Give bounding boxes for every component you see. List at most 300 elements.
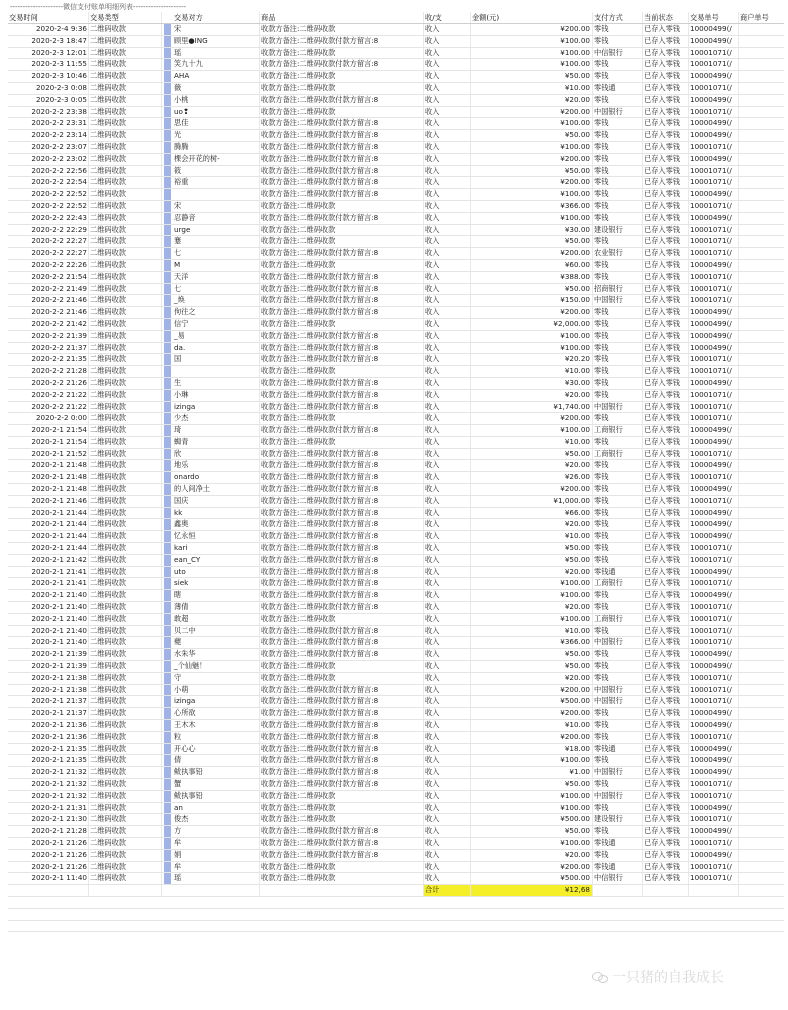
cell-payment-method: 零钱 [593,378,643,389]
counterparty-text: 筱 [174,165,182,175]
cell-status: 已存入零钱 [643,661,689,672]
cell-payment-method: 零钱 [593,543,643,554]
cell-payment-method: 零钱 [593,472,643,483]
cell-amount: ¥200.00 [471,24,593,35]
cell-payment-method: 零钱 [593,602,643,613]
cell-amount: ¥1,000.00 [471,496,593,507]
cell-type: 二维码收款 [89,767,162,778]
cell-counterparty [162,24,260,35]
cell-status: 已存入零钱 [643,343,689,354]
cell-time: 2020-2-1 21:42 [8,555,89,566]
counterparty-text: 思佳 [174,118,189,128]
table-row [8,508,784,520]
redaction-mark [164,814,171,825]
cell-time: 2020-2-2 21:22 [8,402,89,413]
cell-status: 已存入零钱 [643,236,689,247]
cell-transaction-no: 10001071(/ [689,284,739,295]
cell-status: 已存入零钱 [643,567,689,578]
cell-time: 2020-2-1 21:41 [8,578,89,589]
table-row [8,614,784,626]
cell-direction: 收入 [424,755,471,766]
table-row [8,472,784,484]
counterparty-text: kari [174,543,188,553]
table-row [8,390,784,402]
cell [689,885,739,896]
cell-time: 2020-2-2 22:54 [8,177,89,188]
counterparty-text: 顾里●ING [174,35,208,45]
cell-payment-method: 零钱 [593,390,643,401]
cell-merchant-no [739,614,784,625]
redaction-mark [164,602,171,613]
counterparty-text: 生 [174,377,182,387]
counterparty-text: izinga [174,401,196,411]
watermark [592,967,724,987]
cell-direction: 收入 [424,850,471,861]
cell-transaction-no: 10000499(/ [689,708,739,719]
cell-goods: 收款方备注:二维码收款付款方留言:8 [260,472,424,483]
cell-type: 二维码收款 [89,637,162,648]
cell-counterparty [162,555,260,566]
cell-direction: 收入 [424,154,471,165]
table-row [8,484,784,496]
counterparty-text: 鲅执事铅 [174,790,203,800]
cell-direction: 收入 [424,354,471,365]
cell-counterparty [162,649,260,660]
table-row [8,838,784,850]
cell-merchant-no [739,460,784,471]
cell-goods: 收款方备注:二维码收款付款方留言:8 [260,36,424,47]
counterparty-text: 裕重 [174,177,189,187]
table-row [8,260,784,272]
cell-time: 2020-2-1 21:44 [8,531,89,542]
counterparty-text: 俊杰 [174,814,189,824]
cell-transaction-no: 10000499(/ [689,720,739,731]
cell-transaction-no: 10000499(/ [689,154,739,165]
cell-payment-method: 零钱 [593,71,643,82]
column-header: 金额(元) [471,12,593,23]
cell-type: 二维码收款 [89,673,162,684]
cell-merchant-no [739,472,784,483]
cell-goods: 收款方备注:二维码收款付款方留言:8 [260,390,424,401]
cell-goods: 收款方备注:二维码收款付款方留言:8 [260,402,424,413]
cell-goods: 收款方备注:二维码收款 [260,236,424,247]
cell-direction: 收入 [424,425,471,436]
cell-counterparty [162,319,260,330]
cell-goods: 收款方备注:二维码收款 [260,413,424,424]
cell-time: 2020-2-1 21:32 [8,767,89,778]
counterparty-text: _个仙魅！ [174,661,207,671]
cell-transaction-no: 10000499(/ [689,437,739,448]
cell-payment-method: 零钱 [593,236,643,247]
cell-direction: 收入 [424,590,471,601]
cell-direction: 收入 [424,59,471,70]
cell-status: 已存入零钱 [643,496,689,507]
redaction-mark [164,36,171,47]
cell-goods: 收款方备注:二维码收款 [260,366,424,377]
counterparty-text: 鑫奥 [174,519,189,529]
cell-type: 二维码收款 [89,142,162,153]
cell-merchant-no [739,189,784,200]
cell-time: 2020-2-2 21:28 [8,366,89,377]
table-row [8,24,784,36]
cell-payment-method: 零钱 [593,24,643,35]
cell-status: 已存入零钱 [643,732,689,743]
counterparty-text: 宋 [174,200,182,210]
cell-direction: 收入 [424,83,471,94]
cell-goods: 收款方备注:二维码收款付款方留言:8 [260,354,424,365]
cell-status: 已存入零钱 [643,319,689,330]
table-row [8,803,784,815]
cell-status: 已存入零钱 [643,649,689,660]
cell-transaction-no: 10000499(/ [689,307,739,318]
cell-direction: 收入 [424,319,471,330]
cell-time: 2020-2-1 21:38 [8,673,89,684]
cell-goods: 收款方备注:二维码收款 [260,24,424,35]
cell-type: 二维码收款 [89,567,162,578]
cell-amount: ¥10.00 [471,626,593,637]
cell-transaction-no: 10000499(/ [689,744,739,755]
cell-time: 2020-2-1 21:28 [8,826,89,837]
cell-amount: ¥10.00 [471,531,593,542]
cell-time: 2020-2-1 21:26 [8,850,89,861]
total-amount: ¥12,68 [471,885,593,896]
cell-merchant-no [739,130,784,141]
cell-payment-method: 零钱 [593,260,643,271]
cell-merchant-no [739,284,784,295]
cell-payment-method: 中国银行 [593,696,643,707]
cell-direction: 收入 [424,484,471,495]
cell-payment-method: 中信银行 [593,48,643,59]
redaction-mark [164,873,171,884]
cell-type: 二维码收款 [89,850,162,861]
counterparty-text: 欣 [174,448,182,458]
cell-merchant-no [739,590,784,601]
cell-direction: 收入 [424,248,471,259]
cell-merchant-no [739,484,784,495]
cell-time: 2020-2-1 21:54 [8,425,89,436]
cell-type: 二维码收款 [89,295,162,306]
cell-payment-method: 中国银行 [593,295,643,306]
table-row [8,862,784,874]
cell-time: 2020-2-4 9:36 [8,24,89,35]
cell-goods: 收款方备注:二维码收款付款方留言:8 [260,213,424,224]
cell-goods: 收款方备注:二维码收款 [260,614,424,625]
cell-merchant-no [739,437,784,448]
cell-status: 已存入零钱 [643,189,689,200]
column-header: 交易单号 [689,12,739,23]
cell-amount: ¥100.00 [471,425,593,436]
redaction-mark [164,637,171,648]
table-row [8,118,784,130]
cell-payment-method: 零钱 [593,590,643,601]
cell-payment-method: 零钱 [593,720,643,731]
cell-amount: ¥26.00 [471,472,593,483]
cell-time: 2020-2-1 21:39 [8,661,89,672]
cell-payment-method: 零钱 [593,826,643,837]
cell-counterparty [162,71,260,82]
table-row [8,402,784,414]
redaction-mark [164,284,171,295]
cell-status: 已存入零钱 [643,708,689,719]
cell-transaction-no: 10001071(/ [689,791,739,802]
counterparty-text: 牟 [174,861,182,871]
redaction-mark [164,791,171,802]
cell-direction: 收入 [424,390,471,401]
redaction-mark [164,319,171,330]
counterparty-text: 夔 [174,637,182,647]
cell-payment-method: 零钱通 [593,567,643,578]
cell-payment-method: 零钱 [593,331,643,342]
spreadsheet [8,2,784,932]
cell-counterparty [162,284,260,295]
cell-direction: 收入 [424,696,471,707]
cell-transaction-no: 10000499(/ [689,319,739,330]
cell-payment-method: 零钱 [593,354,643,365]
table-row [8,649,784,661]
cell-direction: 收入 [424,449,471,460]
empty-row [8,897,784,909]
cell-transaction-no: 10000499(/ [689,130,739,141]
cell-goods: 收款方备注:二维码收款付款方留言:8 [260,720,424,731]
cell-payment-method: 零钱 [593,708,643,719]
cell-payment-method: 零钱 [593,755,643,766]
counterparty-text: urge [174,224,191,234]
cell-counterparty [162,862,260,873]
cell-transaction-no: 10001071(/ [689,543,739,554]
cell-merchant-no [739,732,784,743]
cell-goods: 收款方备注:二维码收款 [260,661,424,672]
counterparty-text: 瞎 [174,590,182,600]
cell-counterparty [162,460,260,471]
cell-merchant-no [739,755,784,766]
cell-goods: 收款方备注:二维码收款付款方留言:8 [260,744,424,755]
redaction-mark [164,673,171,684]
cell-status: 已存入零钱 [643,425,689,436]
cell-amount: ¥100.00 [471,331,593,342]
cell-goods: 收款方备注:二维码收款付款方留言:8 [260,590,424,601]
cell-goods: 收款方备注:二维码收款付款方留言:8 [260,755,424,766]
cell-transaction-no: 10000499(/ [689,343,739,354]
cell-direction: 收入 [424,201,471,212]
cell-merchant-no [739,567,784,578]
cell-time: 2020-2-2 23:07 [8,142,89,153]
redaction-mark [164,48,171,59]
cell-goods: 收款方备注:二维码收款 [260,862,424,873]
redaction-mark [164,166,171,177]
counterparty-text: AHA [174,71,190,81]
cell-counterparty [162,118,260,129]
table-row [8,166,784,178]
cell-status: 已存入零钱 [643,578,689,589]
cell-payment-method: 中国银行 [593,402,643,413]
watermark-text: 一只猪的自我成长 [612,970,724,986]
cell-direction: 收入 [424,637,471,648]
cell-payment-method: 中国银行 [593,791,643,802]
cell-goods: 收款方备注:二维码收款付款方留言:8 [260,578,424,589]
cell-direction: 收入 [424,626,471,637]
counterparty-text: 地乐 [174,460,189,470]
cell-transaction-no: 10001071(/ [689,496,739,507]
cell-counterparty [162,343,260,354]
cell-direction: 收入 [424,189,471,200]
cell-merchant-no [739,708,784,719]
cell-amount: ¥500.00 [471,814,593,825]
column-header: 商户单号 [740,13,769,22]
cell-payment-method: 零钱 [593,531,643,542]
counterparty-text: onardo [174,472,200,482]
counterparty-text: kk [174,507,183,517]
cell-status: 已存入零钱 [643,555,689,566]
cell-direction: 收入 [424,649,471,660]
redaction-mark [164,59,171,70]
cell-type: 二维码收款 [89,177,162,188]
cell-merchant-no [739,720,784,731]
cell-transaction-no: 10001071(/ [689,83,739,94]
table-row [8,578,784,590]
table-row [8,354,784,366]
cell-counterparty [162,767,260,778]
cell-transaction-no: 10000499(/ [689,649,739,660]
table-row [8,673,784,685]
table-row [8,48,784,60]
cell-amount: ¥388.00 [471,272,593,283]
cell-goods: 收款方备注:二维码收款付款方留言:8 [260,555,424,566]
cell-counterparty [162,814,260,825]
cell-direction: 收入 [424,295,471,306]
redaction-mark [164,543,171,554]
redaction-mark [164,437,171,448]
cell-status: 已存入零钱 [643,166,689,177]
table-row [8,307,784,319]
redaction-mark [164,354,171,365]
table-row [8,661,784,673]
cell-direction: 收入 [424,24,471,35]
cell-time: 2020-2-1 21:37 [8,696,89,707]
cell-status: 已存入零钱 [643,791,689,802]
cell-type: 二维码收款 [89,390,162,401]
cell-time: 2020-2-1 21:48 [8,484,89,495]
cell-counterparty [162,850,260,861]
cell-direction: 收入 [424,166,471,177]
empty-row [8,921,784,933]
cell-counterparty [162,272,260,283]
cell-type: 二维码收款 [89,614,162,625]
cell-counterparty [162,225,260,236]
counterparty-text: uto [174,566,186,576]
cell-merchant-no [739,236,784,247]
cell-payment-method: 零钱 [593,95,643,106]
cell-payment-method: 零钱 [593,661,643,672]
redaction-mark [164,838,171,849]
cell-goods: 收款方备注:二维码收款 [260,71,424,82]
cell-status: 已存入零钱 [643,850,689,861]
cell-counterparty [162,720,260,731]
cell-payment-method: 零钱 [593,319,643,330]
counterparty-text: 牟 [174,837,182,847]
cell-goods: 收款方备注:二维码收款付款方留言:8 [260,826,424,837]
cell-amount: ¥50.00 [471,166,593,177]
cell-merchant-no [739,826,784,837]
cell-amount: ¥20.00 [471,602,593,613]
cell-goods: 收款方备注:二维码收款 [260,48,424,59]
table-row [8,543,784,555]
cell-direction: 收入 [424,472,471,483]
cell-goods: 收款方备注:二维码收款 [260,814,424,825]
cell-goods: 收款方备注:二维码收款付款方留言:8 [260,519,424,530]
cell-transaction-no: 10001071(/ [689,390,739,401]
cell-counterparty [162,390,260,401]
cell-merchant-no [739,107,784,118]
table-row [8,602,784,614]
cell-merchant-no [739,272,784,283]
redaction-mark [164,425,171,436]
cell-transaction-no: 10001071(/ [689,626,739,637]
cell-status: 已存入零钱 [643,307,689,318]
cell-status: 已存入零钱 [643,767,689,778]
cell-goods: 收款方备注:二维码收款付款方留言:8 [260,708,424,719]
cell-transaction-no: 10001071(/ [689,236,739,247]
cell-goods: 收款方备注:二维码收款付款方留言:8 [260,531,424,542]
cell-goods: 收款方备注:二维码收款付款方留言:8 [260,543,424,554]
cell-amount: ¥10.00 [471,83,593,94]
cell-status: 已存入零钱 [643,118,689,129]
cell-amount: ¥500.00 [471,696,593,707]
cell-status: 已存入零钱 [643,248,689,259]
cell-payment-method: 零钱通 [593,83,643,94]
cell-merchant-no [739,661,784,672]
cell-status: 已存入零钱 [643,24,689,35]
cell-amount: ¥50.00 [471,779,593,790]
cell-merchant-no [739,225,784,236]
cell-status: 已存入零钱 [643,48,689,59]
counterparty-text: 小萌 [174,684,189,694]
cell-merchant-no [739,295,784,306]
cell-counterparty [162,107,260,118]
cell-goods: 收款方备注:二维码收款 [260,201,424,212]
table-row [8,519,784,531]
cell-goods: 收款方备注:二维码收款付款方留言:8 [260,59,424,70]
cell-merchant-no [739,36,784,47]
counterparty-text: 蹇 [174,236,182,246]
redaction-mark [164,307,171,318]
cell-merchant-no [739,260,784,271]
cell-merchant-no [739,649,784,660]
table-row [8,413,784,425]
counterparty-text: 国庆 [174,495,189,505]
cell-amount: ¥100.00 [471,189,593,200]
cell-merchant-no [739,602,784,613]
cell-counterparty [162,331,260,342]
cell-transaction-no: 10000499(/ [689,484,739,495]
cell-time: 2020-2-1 21:26 [8,862,89,873]
cell-merchant-no [739,378,784,389]
cell [89,885,162,896]
cell-merchant-no [739,166,784,177]
cell-merchant-no [739,744,784,755]
cell-amount: ¥20.00 [471,95,593,106]
cell-direction: 收入 [424,284,471,295]
counterparty-text: ean_CY [174,554,201,564]
cell-direction: 收入 [424,567,471,578]
counterparty-text: _焕 [174,295,185,305]
cell-merchant-no [739,59,784,70]
counterparty-text: siek [174,578,189,588]
counterparty-text: 光 [174,130,182,140]
cell-type: 二维码收款 [89,744,162,755]
cell-status: 已存入零钱 [643,272,689,283]
cell-type: 二维码收款 [89,402,162,413]
column-header: 收/支 [424,12,471,23]
